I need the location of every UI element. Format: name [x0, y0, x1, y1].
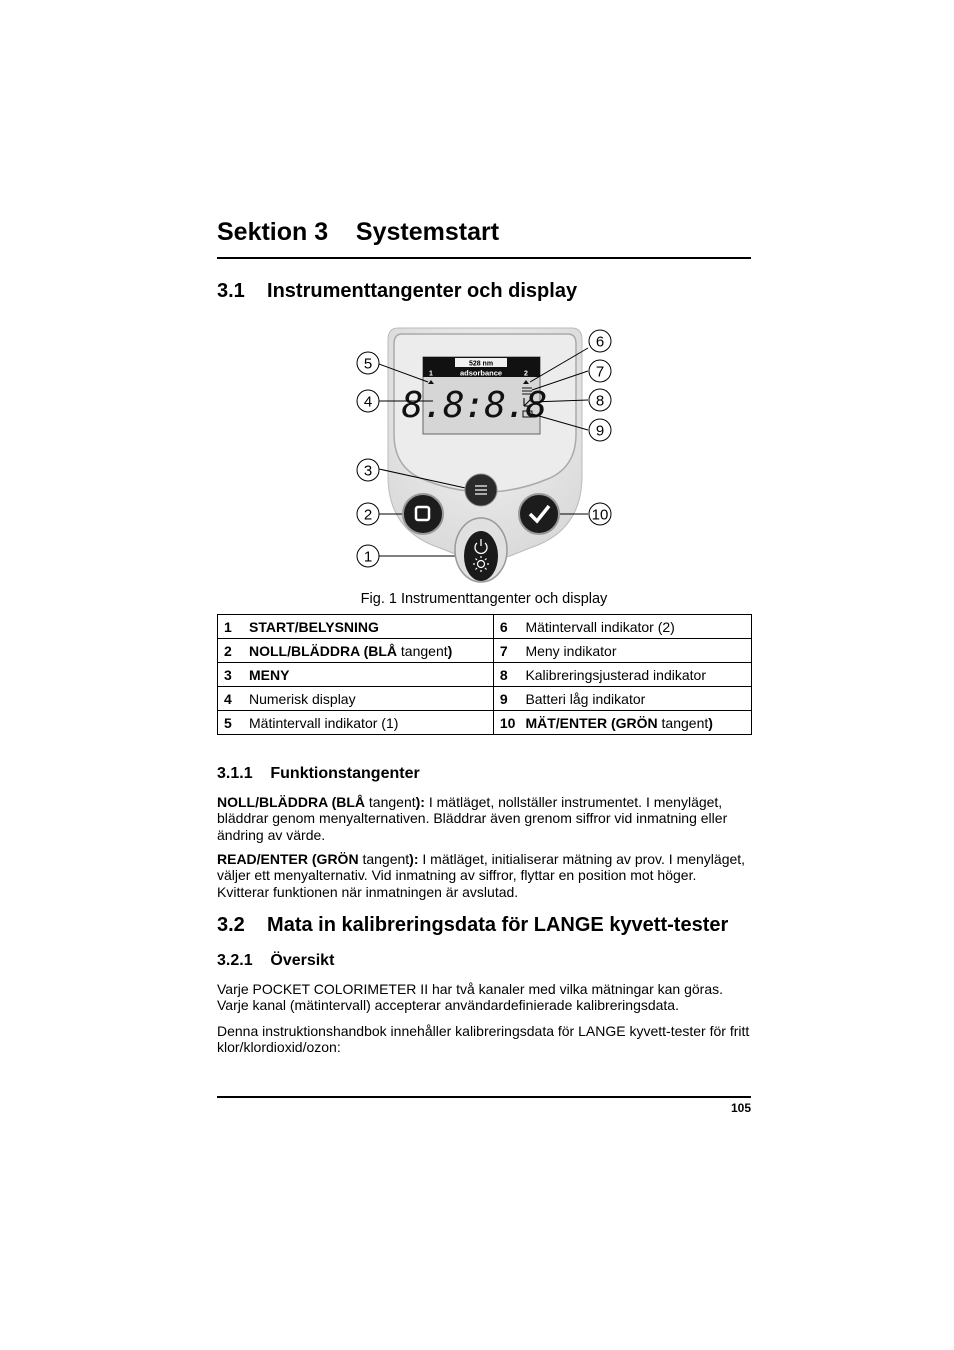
legend-label: NOLL/BLÄDDRA (BLÅ tangent): [243, 639, 493, 663]
legend-number: 7: [493, 639, 519, 663]
mode-label: adsorbance: [459, 368, 503, 378]
legend-label: Meny indikator: [519, 639, 751, 663]
callout-8-label: 8: [595, 392, 605, 410]
legend-row: [218, 639, 752, 663]
legend-number: 5: [218, 711, 244, 735]
legend-label: START/BELYSNING: [243, 615, 493, 639]
read-enter-button[interactable]: [519, 494, 559, 534]
top-rule: [217, 257, 751, 259]
legend-label: Mätintervall indikator (2): [519, 615, 751, 639]
heading-3-1: 3.1 Instrumenttangenter och display: [217, 280, 578, 302]
zero-scroll-button[interactable]: [403, 494, 443, 534]
instrument-figure: [350, 326, 620, 588]
legend-number: 1: [218, 615, 244, 639]
heading-3-2: 3.2 Mata in kalibreringsdata för LANGE kyvett-tester: [217, 914, 729, 936]
para-key-name: NOLL/BLÄDDRA (BLÅ: [217, 794, 366, 810]
legend-number: 6: [493, 615, 519, 639]
numeric-digits: 8.8:8.8: [401, 385, 547, 426]
page-number: 105: [730, 1101, 751, 1115]
paragraph-overview-1: Varje POCKET COLORIMETER II har två kanaler med vilka mätningar kan göras. Varje kanal (mätintervall) accepterar användardefinierade kalibreringsdata.: [217, 981, 724, 1014]
legend-row: [218, 687, 752, 711]
heading-3-2-1: 3.2.1 Översikt: [217, 952, 335, 969]
para-key-name: READ/ENTER (GRÖN: [217, 851, 359, 867]
paragraph-read-enter: READ/ENTER (GRÖN tangent): I mätläget, initialiserar mätning av prov. I menyläget, väljer ett menyalternativ. Vid inmatning av siffror, flyttar en position mot höger. Kvitterar funktionen när inmatningen är avslutad.: [217, 851, 746, 900]
paragraph-zero-scroll: NOLL/BLÄDDRA (BLÅ tangent): I mätläget, nollställer instrumentet. I menyläget, bläddrar genom menyalternativen. Bläddrar även grenom siffror vid inmatning eller ändring av värde.: [217, 794, 728, 843]
callout-4-label: 4: [363, 393, 373, 411]
legend-label: Batteri låg indikator: [519, 687, 751, 711]
legend-number: 8: [493, 663, 519, 687]
legend-table: [217, 614, 752, 735]
para-text: I mätläget, initialiserar mätning av prov. I menyläget, väljer ett menyalternativ. Vid inmatning av siffror, flyttar en position mot höger. Kvitterar funktionen när inmatningen är avslutad.: [217, 851, 746, 900]
callout-3-label: 3: [363, 462, 373, 480]
legend-label: Numerisk display: [243, 687, 493, 711]
legend-label: Mätintervall indikator (1): [243, 711, 493, 735]
legend-number: 3: [218, 663, 244, 687]
legend-label: MENY: [243, 663, 493, 687]
legend-row: [218, 711, 752, 735]
section-title: Sektion 3 Systemstart: [217, 218, 500, 246]
figure-caption: Fig. 1 Instrumenttangenter och display: [360, 591, 608, 607]
para-text: I mätläget, nollställer instrumentet. I menyläget, bläddrar genom menyalternativen. Bläddrar även grenom siffror vid inmatning eller ändring av värde.: [217, 794, 728, 843]
legend-row: [218, 615, 752, 639]
legend-row: [218, 663, 752, 687]
callout-6-label: 6: [595, 333, 605, 351]
callout-7-label: 7: [595, 363, 605, 381]
callout-1-label: 1: [363, 548, 373, 566]
legend-label: Kalibreringsjusterad indikator: [519, 663, 751, 687]
paragraph-overview-2: Denna instruktionshandbok innehåller kalibreringsdata för LANGE kyvett-tester för fritt klor/klordioxid/ozon:: [217, 1023, 750, 1056]
channel-2-label: 2: [524, 370, 528, 378]
callout-9-label: 9: [595, 422, 605, 440]
callout-5-label: 5: [363, 355, 373, 373]
legend-number: 2: [218, 639, 244, 663]
callout-10-label: 10: [591, 506, 609, 524]
legend-number: 9: [493, 687, 519, 711]
callout-2-label: 2: [363, 506, 373, 524]
heading-3-1-1: 3.1.1 Funktionstangenter: [217, 765, 420, 782]
legend-label: MÄT/ENTER (GRÖN tangent): [519, 711, 751, 735]
channel-1-label: 1: [429, 370, 433, 378]
wavelength-label: 528 nm: [468, 360, 494, 368]
bottom-rule: [217, 1096, 751, 1098]
legend-number: 10: [493, 711, 519, 735]
legend-number: 4: [218, 687, 244, 711]
